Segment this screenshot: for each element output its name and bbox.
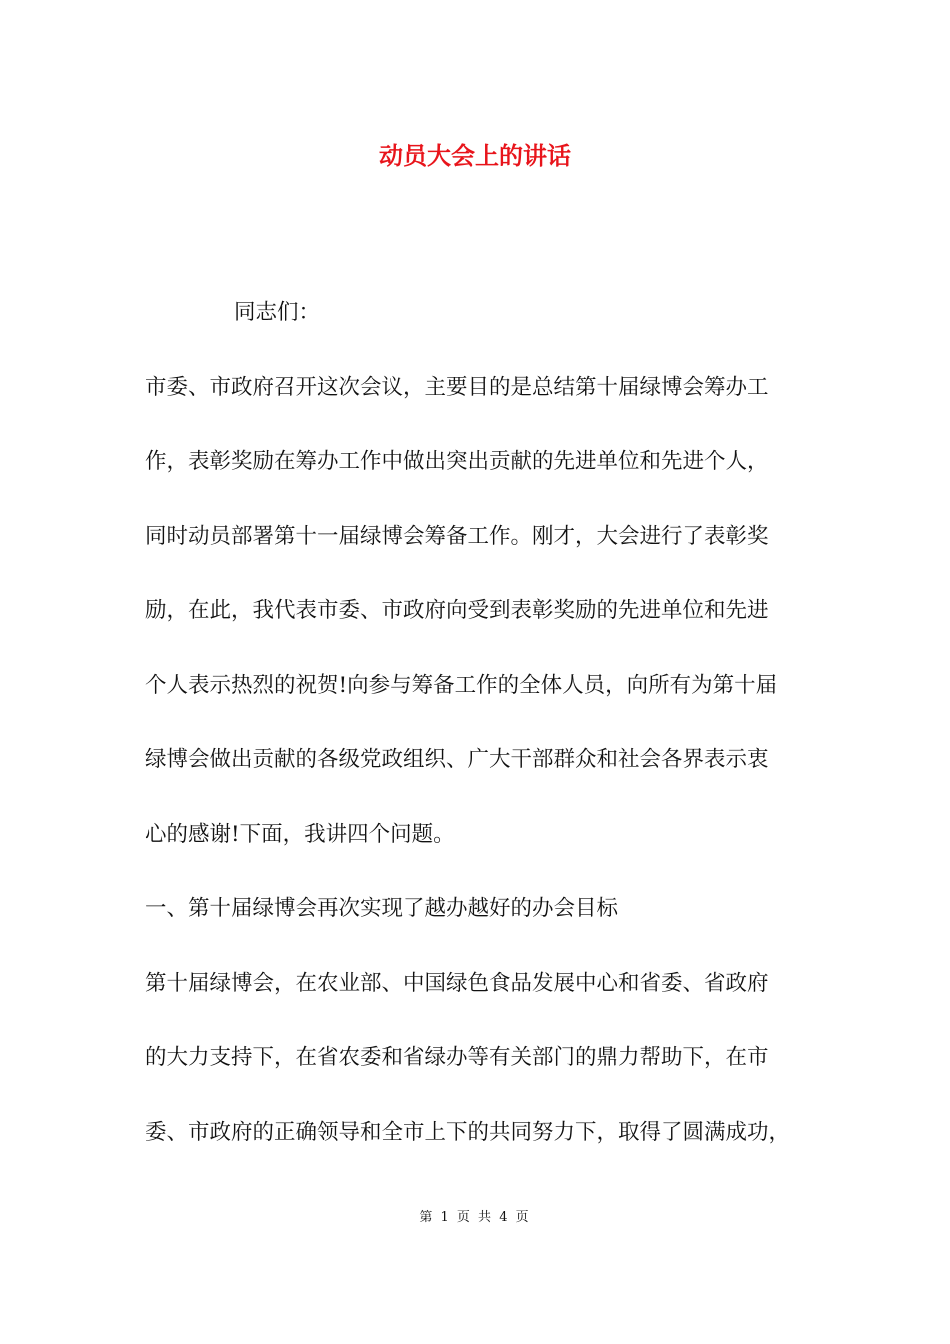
- paragraph-line: 委、市政府的正确领导和全市上下的共同努力下，取得了圆满成功，: [145, 1119, 791, 1145]
- paragraph-line: 同时动员部署第十一届绿博会筹备工作。刚才，大会进行了表彰奖: [145, 523, 769, 549]
- footer-total-pages: 4: [499, 1210, 510, 1225]
- footer-current-page: 1: [440, 1210, 451, 1225]
- section-heading: 一、第十届绿博会再次实现了越办越好的办会目标: [145, 896, 619, 921]
- footer-suffix: 页: [515, 1210, 531, 1225]
- footer-prefix: 第: [419, 1210, 435, 1225]
- paragraph-line: 绿博会做出贡献的各级党政组织、广大干部群众和社会各界表示衷: [145, 747, 769, 772]
- paragraph-line: 的大力支持下，在省农委和省绿办等有关部门的鼎力帮助下，在市: [145, 1045, 769, 1070]
- paragraph-line: 作，表彰奖励在筹办工作中做出突出贡献的先进单位和先进个人，: [145, 449, 769, 474]
- salutation: 同志们：: [234, 300, 321, 325]
- footer-middle: 页 共: [456, 1210, 494, 1225]
- document-body: [145, 276, 810, 1170]
- page-footer: [0, 1208, 950, 1228]
- paragraph-line: 心的感谢!下面，我讲四个问题。: [145, 821, 455, 847]
- paragraph-line: 第十届绿博会，在农业部、中国绿色食品发展中心和省委、省政府: [145, 970, 769, 996]
- document-title: 动员大会上的讲话: [379, 141, 571, 170]
- paragraph-line: 市委、市政府召开这次会议，主要目的是总结第十届绿博会筹办工: [145, 374, 769, 400]
- paragraph-line: 励，在此，我代表市委、市政府向受到表彰奖励的先进单位和先进: [145, 598, 769, 623]
- paragraph-line: 个人表示热烈的祝贺!向参与筹备工作的全体人员，向所有为第十届: [145, 672, 778, 698]
